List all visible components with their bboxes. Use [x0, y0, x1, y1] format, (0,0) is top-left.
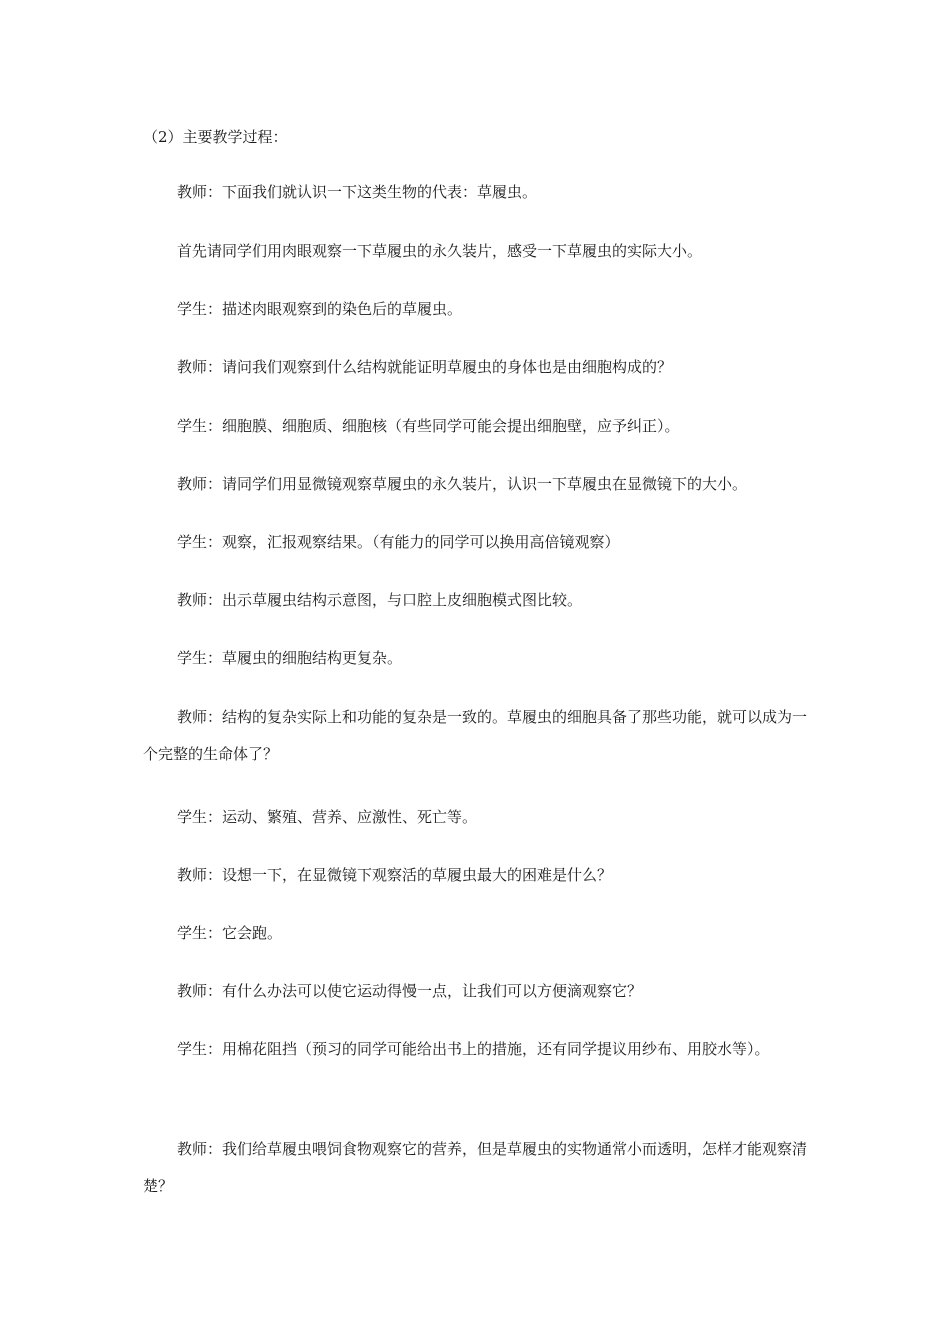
paragraph-2: 首先请同学们用肉眼观察一下草履虫的永久装片，感受一下草履虫的实际大小。: [177, 242, 703, 260]
paragraph-15: 学生：用棉花阻挡（预习的同学可能给出书上的措施，还有同学提议用纱布、用胶水等）。: [177, 1040, 770, 1058]
paragraph-16: 教师：我们给草履虫喂饲食物观察它的营养，但是草履虫的实物通常小而透明，怎样才能观察清楚？: [143, 1140, 808, 1195]
paragraph-13: 学生：它会跑。: [177, 924, 283, 942]
paragraph-1: 教师：下面我们就认识一下这类生物的代表：草履虫。: [177, 183, 538, 201]
paragraph-6: 教师：请同学们用显微镜观察草履虫的永久装片，认识一下草履虫在显微镜下的大小。: [177, 475, 748, 493]
paragraph-10: 教师：结构的复杂实际上和功能的复杂是一致的。草履虫的细胞具备了那些功能，就可以成为一个完整的生命体了？: [143, 708, 808, 763]
paragraph-12: 教师：设想一下，在显微镜下观察活的草履虫最大的困难是什么？: [177, 866, 613, 884]
paragraph-9: 学生：草履虫的细胞结构更复杂。: [177, 649, 403, 667]
paragraph-3: 学生：描述肉眼观察到的染色后的草履虫。: [177, 300, 463, 318]
paragraph-5: 学生：细胞膜、细胞质、细胞核（有些同学可能会提出细胞壁，应予纠正）。: [177, 417, 680, 435]
paragraph-14: 教师：有什么办法可以使它运动得慢一点，让我们可以方便滴观察它？: [177, 982, 643, 1000]
section-heading: （2）主要教学过程：: [143, 128, 288, 146]
paragraph-4: 教师：请问我们观察到什么结构就能证明草履虫的身体也是由细胞构成的？: [177, 358, 673, 376]
paragraph-7: 学生：观察，汇报观察结果。（有能力的同学可以换用高倍镜观察）: [177, 533, 620, 551]
paragraph-8: 教师：出示草履虫结构示意图，与口腔上皮细胞模式图比较。: [177, 591, 583, 609]
paragraph-11: 学生：运动、繁殖、营养、应激性、死亡等。: [177, 808, 478, 826]
